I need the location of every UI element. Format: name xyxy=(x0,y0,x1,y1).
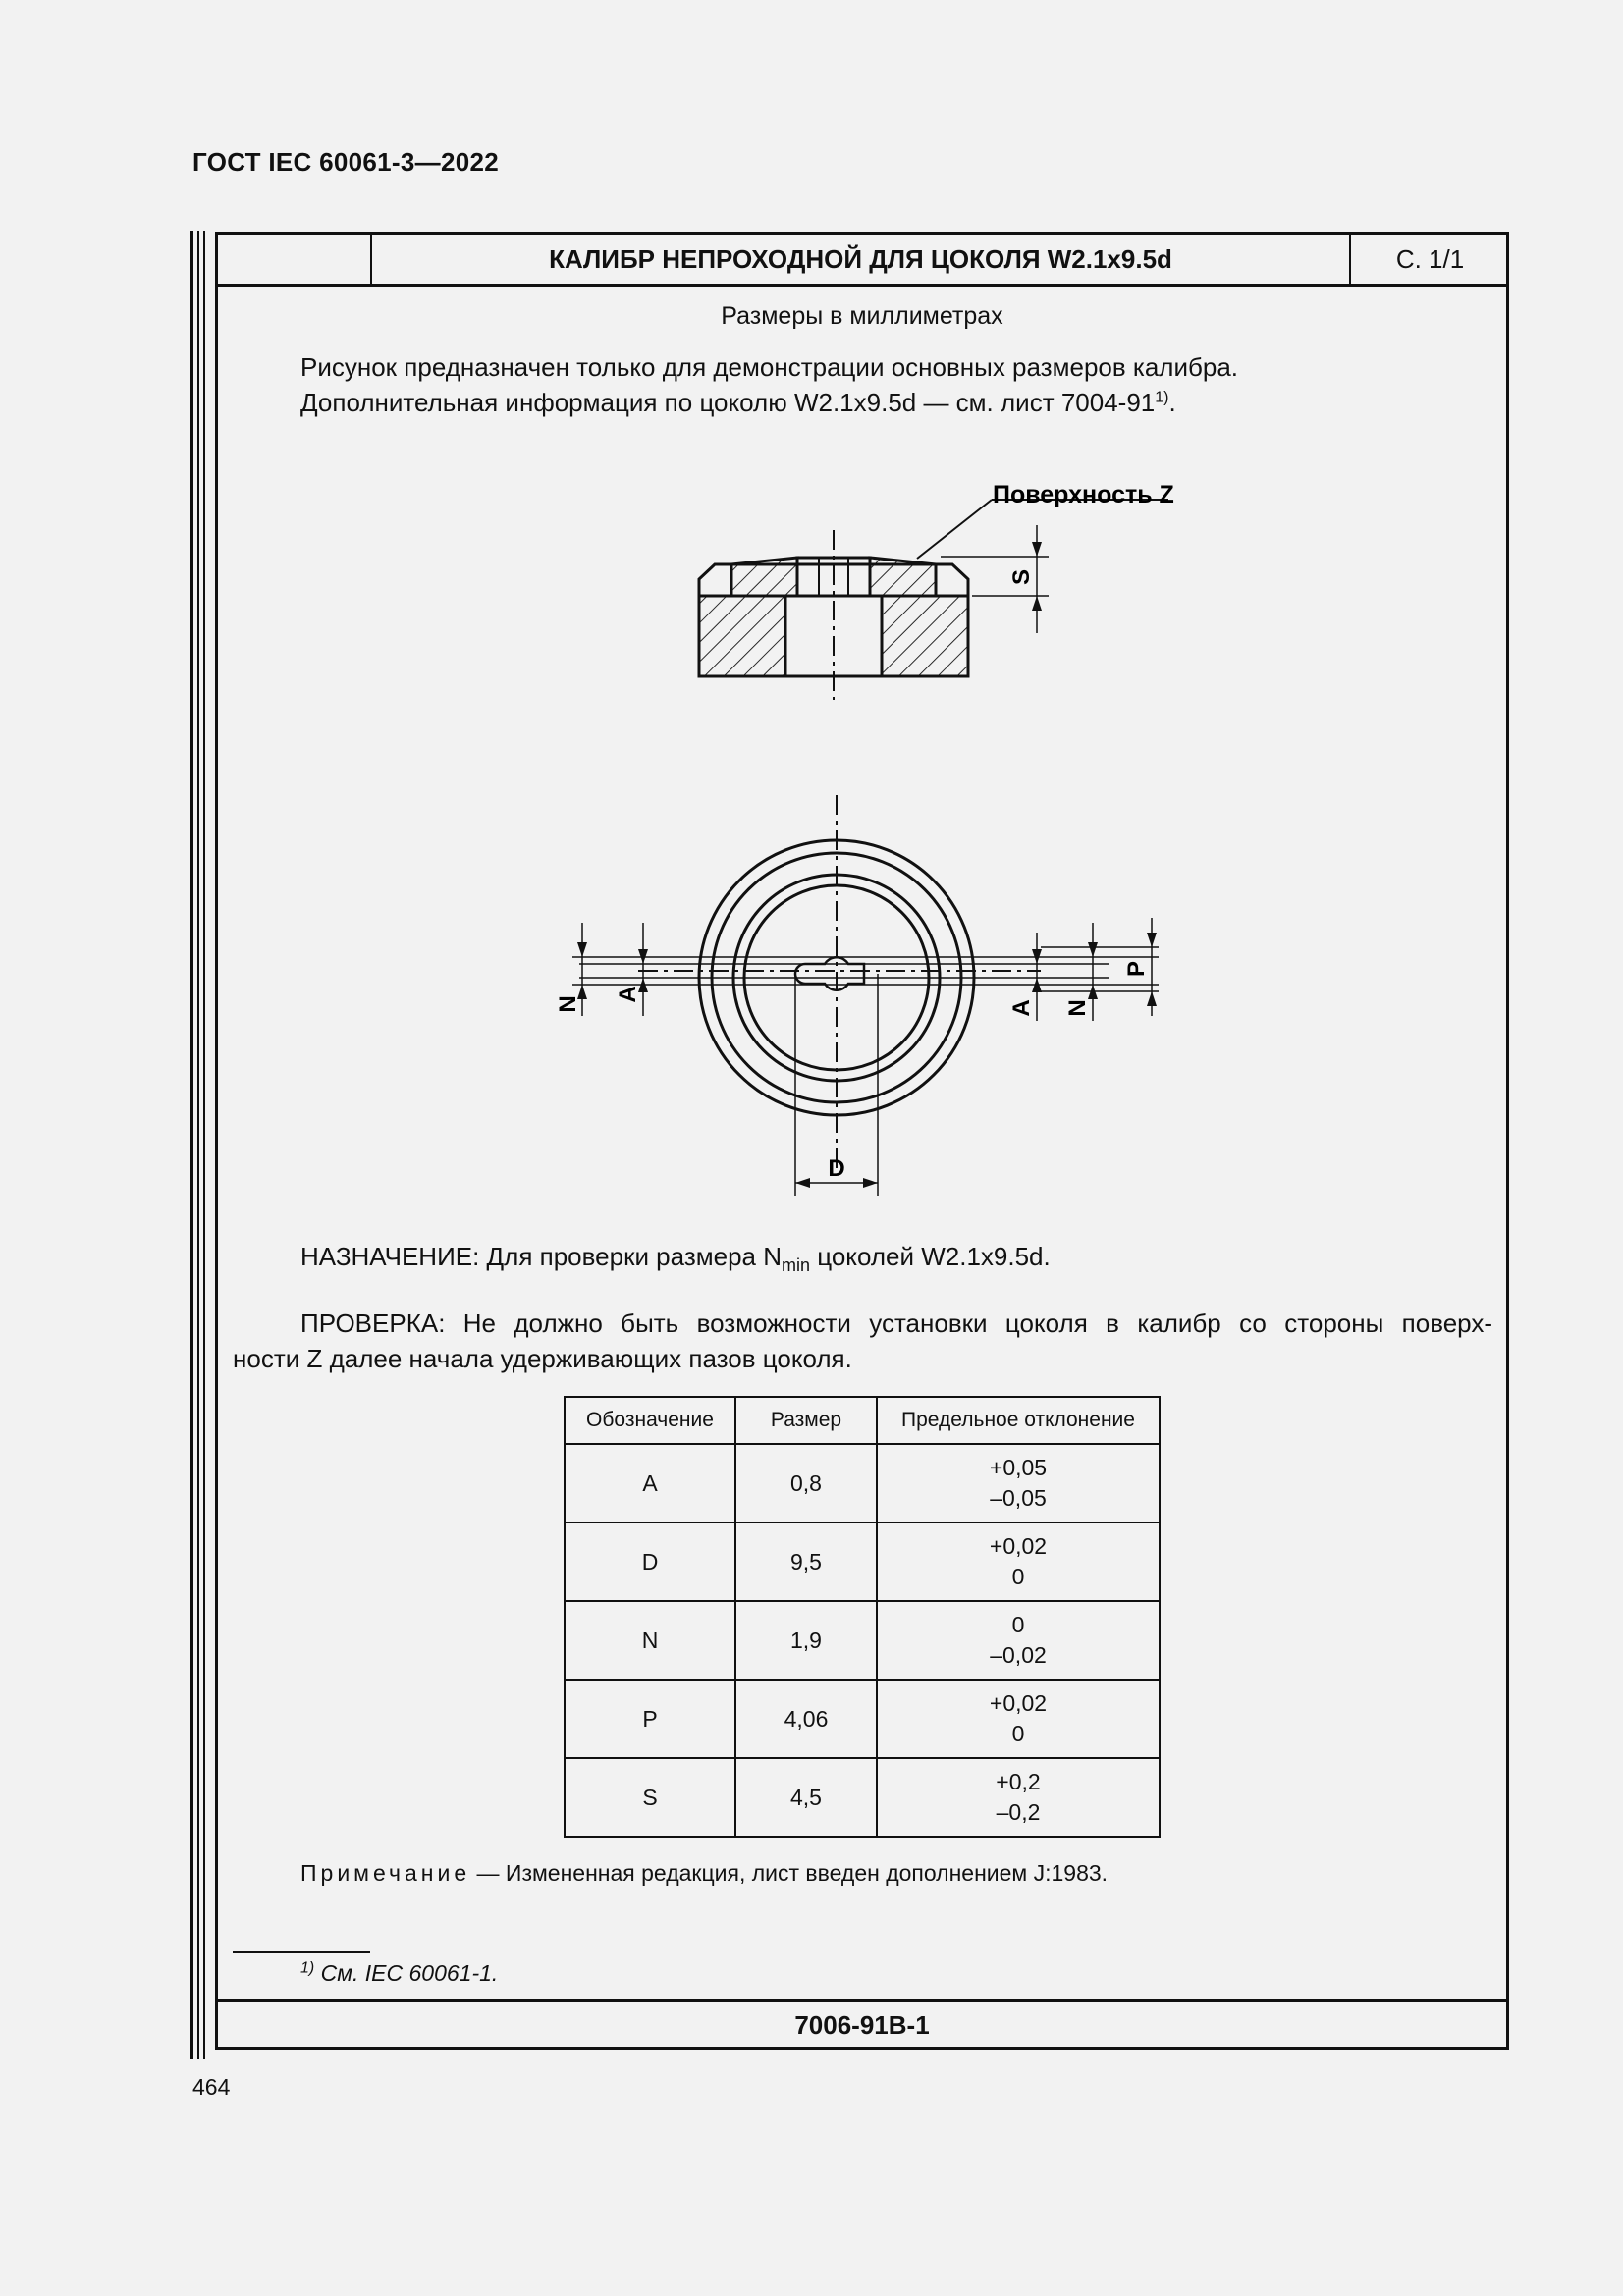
deviation-lower: 0 xyxy=(1011,1564,1025,1589)
surface-z-label: Поверхность Z xyxy=(993,481,1174,508)
purpose-text xyxy=(300,1242,1051,1276)
section-body-right xyxy=(882,596,968,676)
cell-symbol: D xyxy=(565,1522,735,1601)
dim-label-p: P xyxy=(1123,960,1150,978)
footnote-marker: 1) xyxy=(300,1959,315,1977)
footnote-ref: 1) xyxy=(1155,389,1169,406)
dim-label-a-right: A xyxy=(1008,999,1035,1017)
cell-deviation xyxy=(877,1601,1160,1680)
cell-size: 4,06 xyxy=(735,1680,877,1758)
deviation-upper: +0,05 xyxy=(989,1455,1048,1480)
column-header-symbol: Обозначение xyxy=(565,1397,735,1444)
page-number: 464 xyxy=(192,2074,231,2100)
cell-deviation xyxy=(877,1758,1160,1837)
plan-view xyxy=(555,795,1159,1196)
units-note: Размеры в миллиметрах xyxy=(721,302,1003,330)
section-view xyxy=(699,481,1174,700)
cell-symbol: N xyxy=(565,1601,735,1680)
deviation-lower: 0 xyxy=(1011,1721,1025,1746)
column-header-size: Размер xyxy=(735,1397,877,1444)
table-row xyxy=(565,1758,1160,1837)
intro-line-2-end: . xyxy=(1168,388,1176,417)
deviation-upper: 0 xyxy=(1011,1612,1025,1637)
footnote xyxy=(300,1960,498,1987)
purpose-suffix: цоколей W2.1x9.5d. xyxy=(810,1242,1051,1271)
deviation-upper: +0,02 xyxy=(989,1690,1048,1716)
sheet-number: 7006-91B-1 xyxy=(215,1999,1509,2050)
section-body-left xyxy=(699,596,785,676)
dimensions-table xyxy=(564,1396,1161,1838)
note-label: Примечание xyxy=(300,1860,471,1886)
sheet-page-indicator: С. 1/1 xyxy=(1395,243,1465,274)
dim-label-d: D xyxy=(828,1155,845,1182)
table-row xyxy=(565,1522,1160,1601)
column-header-deviation: Предельное отклонение xyxy=(877,1397,1160,1444)
document-code: ГОСТ IEC 60061-3—2022 xyxy=(192,147,499,177)
surface-leader xyxy=(917,500,992,559)
dim-label-n-right: N xyxy=(1064,999,1091,1017)
check-line-1: ПРОВЕРКА: Не должно быть возможности установки цоколя в калибр со стороны поверх- xyxy=(300,1308,1492,1338)
purpose-subscript: min xyxy=(782,1255,811,1276)
cell-size: 1,9 xyxy=(735,1601,877,1680)
dim-label-s: S xyxy=(1008,568,1035,586)
key-hole xyxy=(795,957,864,990)
intro-line-1: Рисунок предназначен только для демонстрации основных размеров калибра. xyxy=(300,352,1239,382)
footnote-text: См. IEC 60061-1. xyxy=(314,1960,499,1986)
cell-deviation xyxy=(877,1522,1160,1601)
cell-size: 0,8 xyxy=(735,1444,877,1522)
check-line-2: ности Z далее начала удерживающих пазов цоколя. xyxy=(233,1344,852,1373)
table-row xyxy=(565,1601,1160,1680)
deviation-lower: –0,05 xyxy=(990,1485,1047,1511)
note-text: — Измененная редакция, лист введен дополнением J:1983. xyxy=(470,1860,1109,1886)
cell-symbol: S xyxy=(565,1758,735,1837)
table-header-row xyxy=(565,1397,1160,1444)
table-row xyxy=(565,1444,1160,1522)
top-plate-left xyxy=(731,558,797,596)
cell-deviation xyxy=(877,1680,1160,1758)
cell-size: 4,5 xyxy=(735,1758,877,1837)
intro-line-2-text: Дополнительная информация по цоколю W2.1x9.5d — см. лист 7004-91 xyxy=(300,388,1156,417)
dim-label-a-left: A xyxy=(615,986,641,1003)
note xyxy=(300,1860,1108,1887)
table-row xyxy=(565,1680,1160,1758)
purpose-prefix: НАЗНАЧЕНИЕ: Для проверки размера N xyxy=(300,1242,782,1271)
dim-label-n-left: N xyxy=(555,995,581,1013)
top-plate-right xyxy=(870,558,936,596)
check-text xyxy=(233,1306,1492,1376)
cell-symbol: A xyxy=(565,1444,735,1522)
cell-deviation xyxy=(877,1444,1160,1522)
deviation-lower: –0,02 xyxy=(990,1642,1047,1668)
deviation-upper: +0,2 xyxy=(996,1769,1041,1794)
sheet-title: КАЛИБР НЕПРОХОДНОЙ ДЛЯ ЦОКОЛЯ W2.1x9.5d xyxy=(372,232,1351,287)
footnote-separator xyxy=(233,1951,370,1953)
deviation-lower: –0,2 xyxy=(996,1799,1041,1825)
deviation-upper: +0,02 xyxy=(989,1533,1048,1559)
cell-symbol: P xyxy=(565,1680,735,1758)
cell-size: 9,5 xyxy=(735,1522,877,1601)
